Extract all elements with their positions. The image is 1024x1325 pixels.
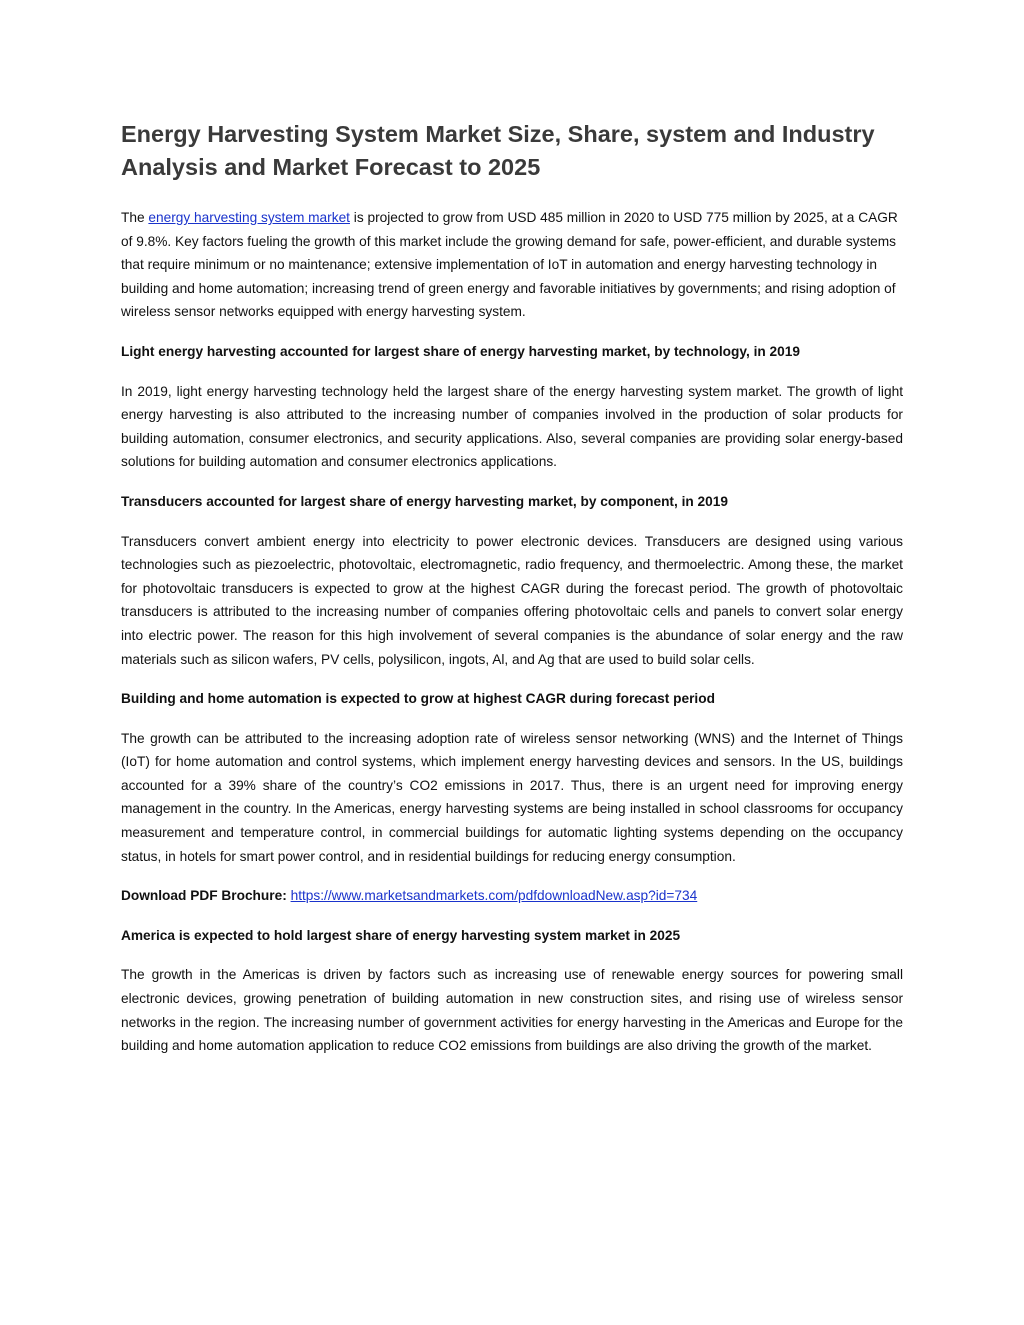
section-heading-light-energy: Light energy harvesting accounted for largest share of energy harvesting market, by technology, in 2019 <box>121 343 800 359</box>
intro-prefix: The <box>121 210 149 225</box>
section-heading-transducers: Transducers accounted for largest share of energy harvesting market, by component, in 2019 <box>121 493 729 509</box>
section-body-light-energy: In 2019, light energy harvesting technology held the largest share of the energy harvesting system market. The growth of light energy harvesting is also attributed to the increasing number of companies involved in the production of solar products for building automation, consumer electronics, and security applications. Also, several companies are providing solar energy-based solutions for building automation and consumer electronics applications. <box>121 383 903 470</box>
section-body-america: The growth in the Americas is driven by factors such as increasing use of renewable energy sources for powering small electronic devices, growing penetration of building automation in new construction sites, and rising use of wireless sensor networks in the region. The increasing number of government activities for energy harvesting in the Americas and Europe for the building and home automation application to reduce CO2 emissions from buildings are also driving the growth of the market. <box>121 967 903 1054</box>
document-page <box>121 118 903 1058</box>
intro-paragraph <box>121 206 903 324</box>
download-brochure-link[interactable]: https://www.marketsandmarkets.com/pdfdownloadNew.asp?id=734 <box>290 888 698 904</box>
section-body-transducers: Transducers convert ambient energy into electricity to power electronic devices. Transducers are designed using various technologies such as piezoelectric, photovoltaic, electromagnetic, radio frequency, and thermoelectric. Among these, the market for photovoltaic transducers is expected to grow at the highest CAGR during the forecast period. The growth of photovoltaic transducers is attributed to the increasing number of companies offering photovoltaic cells and panels to convert solar energy into electric power. The reason for this high involvement of several companies is the abundance of solar energy and the raw materials such as silicon wafers, PV cells, polysilicon, ingots, Al, and Ag that are used to build solar cells. <box>121 533 903 667</box>
intro-suffix: is projected to grow from USD 485 million in 2020 to USD 775 million by 2025, at a CAGR of 9.8%. Key factors fueling the growth of this market include the growing demand for safe, power-efficient, and durable systems that require minimum or no maintenance; extensive implementation of IoT in automation and energy harvesting technology in building and home automation; increasing trend of green energy and favorable initiatives by governments; and rising adoption of wireless sensor networks equipped with energy harvesting system. <box>121 210 898 320</box>
spacer <box>121 474 903 490</box>
spacer <box>121 671 903 687</box>
download-label: Download PDF Brochure: <box>121 888 291 904</box>
spacer <box>121 324 903 340</box>
section-heading-building-automation: Building and home automation is expected to grow at highest CAGR during forecast period <box>121 691 715 707</box>
page-title: Energy Harvesting System Market Size, Share, system and Industry Analysis and Market Forecast to 2025 <box>121 121 875 180</box>
spacer <box>121 947 903 963</box>
spacer <box>121 711 903 727</box>
spacer <box>121 364 903 380</box>
section-heading-america: America is expected to hold largest share of energy harvesting system market in 2025 <box>121 927 681 943</box>
market-link[interactable]: energy harvesting system market <box>148 210 350 225</box>
spacer <box>121 868 903 884</box>
spacer <box>121 184 903 206</box>
spacer <box>121 908 903 924</box>
spacer <box>121 514 903 530</box>
download-line <box>121 884 903 908</box>
section-body-building-automation: The growth can be attributed to the increasing adoption rate of wireless sensor networking (WNS) and the Internet of Things (IoT) for home automation and control systems, which implement energy harvesting devices and sensors. In the US, buildings accounted for a 39% share of the country’s CO2 emissions in 2017. Thus, there is an urgent need for improving energy management in the country. In the Americas, energy harvesting systems are being installed in school classrooms for occupancy measurement and temperature control, in commercial buildings for automatic lighting systems depending on the occupancy status, in hotels for smart power control, and in residential buildings for reducing energy consumption. <box>121 730 903 864</box>
